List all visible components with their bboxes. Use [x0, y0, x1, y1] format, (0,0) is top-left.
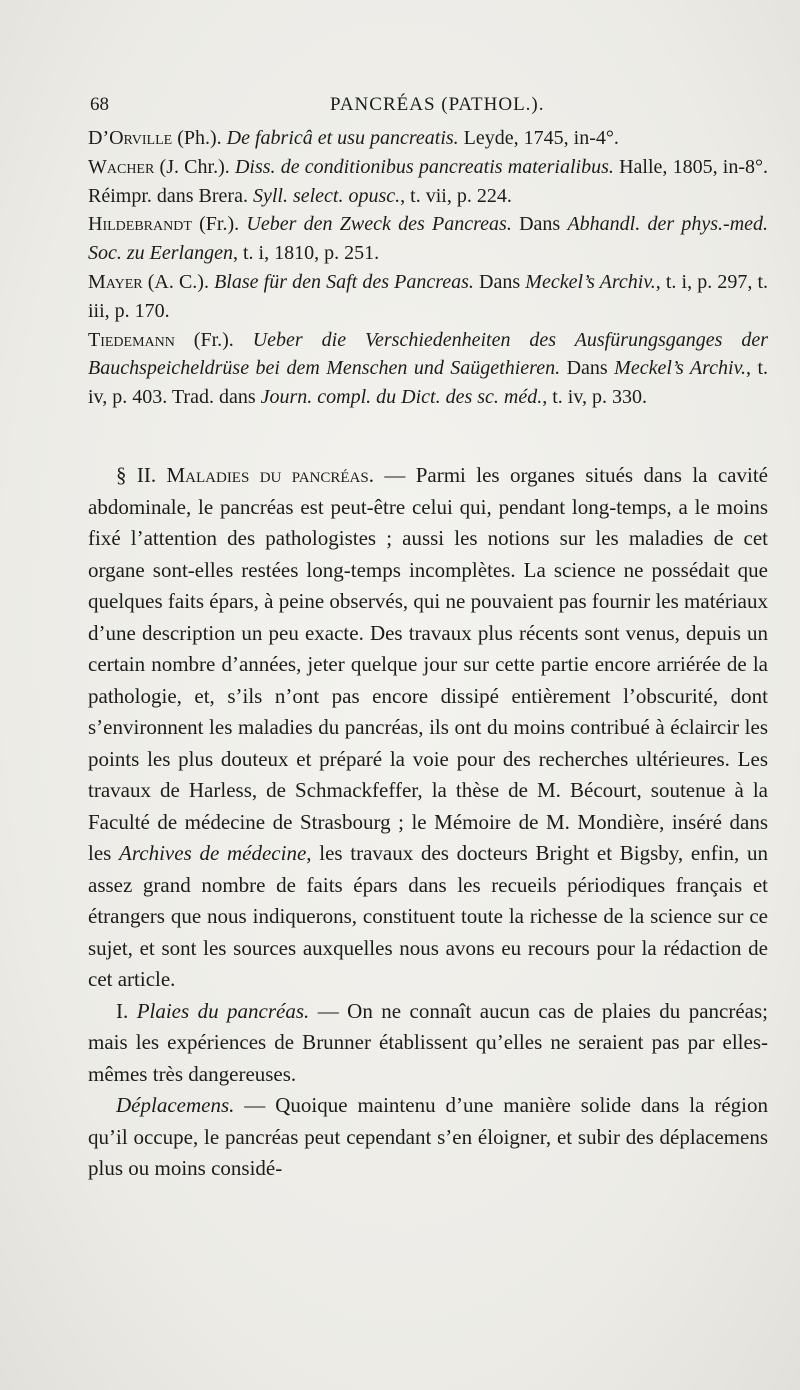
section-paragraph: Déplacemens. — Quoique maintenu d’une manière solide dans la région qu’il occupe, le pancréas peut cependant s’en éloigner, et subir des déplacemens plus ou moins considé-	[88, 1093, 768, 1180]
entry-author: Wacher	[88, 155, 155, 178]
section-heading: Maladies du pancréas.	[166, 463, 374, 487]
entry-title: Diss. de conditionibus pancreatis materialibus.	[234, 155, 614, 178]
page-number: 68	[90, 94, 109, 115]
running-head	[90, 94, 770, 120]
bibliography-entry: Mayer (A. C.). Blase für den Saft des Pancreas. Dans Meckel’s Archiv., t. i, p. 297, t. iii, p. 170.	[88, 270, 769, 322]
entry-title: Ueber den Zweck des Pancreas.	[246, 213, 512, 236]
bibliography-entry: Tiedemann (Fr.). Ueber die Verschiedenheiten des Ausfürungsganges der Bauchspeicheldrüse bei dem Menschen und Saügethieren. Dans Meckel’s Archiv., t. iv, p. 403. Trad. dans Journ. compl. du Dict. des sc. méd., t. iv, p. 330.	[88, 328, 769, 409]
entry-title: Blase für den Saft des Pancreas.	[214, 270, 474, 293]
bibliography	[88, 124, 768, 412]
bibliography-entry: Hildebrandt (Fr.). Ueber den Zweck des Pancreas. Dans Abhandl. der phys.-med. Soc. zu Eerlangen, t. i, 1810, p. 251.	[88, 213, 769, 265]
running-title: PANCRÉAS (PATHOL.).	[330, 94, 545, 115]
journal-title: Archives de médecine	[119, 841, 307, 865]
entry-author: Mayer	[88, 270, 143, 293]
entry-title: De fabricâ et usu pancreatis.	[226, 127, 459, 149]
subsection-title: Déplacemens.	[116, 1093, 235, 1117]
section-paragraph: § II. Maladies du pancréas. — Parmi les organes situés dans la cavité abdominale, le pancréas est peut-être celui qui, pendant long-temps, a le moins fixé l’attention des pathologistes ; aussi les notions sur les maladies de cet organe sont-elles restées long-temps incomplètes. La science ne possédait que quelques faits épars, à peine observés, qui ne pouvaient pas fournir les matériaux d’une description un peu exacte. Des travaux plus récents sont venus, depuis un certain nombre d’années, jeter quelque jour sur cette partie encore arriérée de la pathologie, et, s’ils n’ont pas encore dissipé entièrement l’obscurité, dont s’environnent les maladies du pancréas, ils ont du moins contribué à éclaircir les points les plus douteux et préparé la voie pour des recherches ultérieures. Les travaux de Harless, de Schmackfeffer, la thèse de M. Bécourt, soutenue à la Faculté de médecine de Strasbourg ; le Mémoire de M. Mondière, inséré dans les Archives de médecine, les travaux des docteurs Bright et Bigsby, enfin, un assez grand nombre de faits épars dans les recueils périodiques français et étrangers que nous indiquerons, constituent toute la richesse de la science sur ce sujet, et sont les sources auxquelles nous avons eu recours pour la rédaction de cet article.	[88, 463, 769, 991]
subsection-title: Plaies du pancréas.	[136, 998, 310, 1023]
section-number: § II.	[116, 463, 167, 487]
entry-title: Ueber die Verschiedenheiten des Ausfürungsganges der Bauchspeicheldrüse bei dem Menschen und Saügethieren.	[88, 328, 769, 380]
entry-author: D’Orville	[88, 127, 173, 149]
entry-author: Hildebrandt	[88, 213, 192, 236]
bibliography-entry: Wacher (J. Chr.). Diss. de conditionibus pancreatis materialibus. Halle, 1805, in-8°. Réimpr. dans Brera. Syll. select. opusc., t. vii, p. 224.	[88, 155, 769, 207]
entry-author: Tiedemann	[88, 328, 175, 351]
section-paragraph: I. Plaies du pancréas. — On ne connaît aucun cas de plaies du pancréas; mais les expériences de Brunner établissent qu’elles ne seraient pas par elles-mêmes très dangereuses.	[88, 998, 768, 1086]
bibliography-entry: D’Orville (Ph.). De fabricâ et usu pancreatis. Leyde, 1745, in-4°.	[88, 127, 619, 149]
section-body	[88, 460, 768, 1185]
